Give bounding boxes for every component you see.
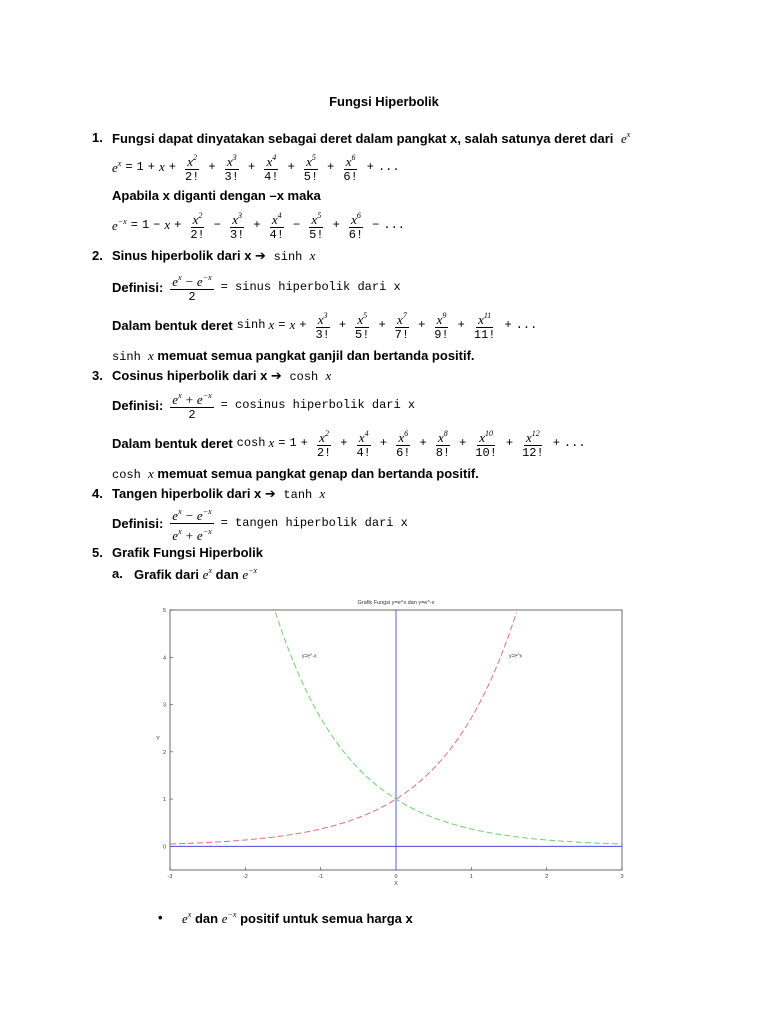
item-text-4-label: Tangen hiperbolik dari x ➔ bbox=[112, 486, 276, 501]
bullet-text: $e^x$ dan $e^{-x}$ positif untuk semua harga x bbox=[182, 910, 413, 926]
sinh-definition: Definisi: $\frac{e^x - e^{-x}}{2}$ = sinus hiperbolik dari x bbox=[112, 268, 401, 306]
sub-item-a-text: Grafik dari bbox=[134, 567, 200, 582]
item-number-1: 1. bbox=[92, 130, 103, 145]
item-number-2: 2. bbox=[92, 248, 103, 263]
sub-item-a-number: a. bbox=[112, 566, 123, 581]
cosh-note: cosh x memuat semua pangkat genap dan bertanda positif. bbox=[112, 466, 479, 482]
x-axis-label: X bbox=[394, 881, 398, 887]
item-text-1-label: Fungsi dapat dinyatakan sebagai deret dalam pangkat x, salah satunya deret dari bbox=[112, 131, 614, 146]
definisi-label: Definisi: bbox=[112, 279, 164, 295]
item-number-4: 4. bbox=[92, 486, 103, 501]
x-tick-label: 2 bbox=[545, 874, 549, 880]
x-tick-label: 0 bbox=[394, 874, 398, 880]
x-tick-label: -1 bbox=[318, 874, 324, 880]
item-text-2-label: Sinus hiperbolik dari x ➔ bbox=[112, 248, 266, 263]
y-axis-label: Y bbox=[156, 736, 160, 742]
item-text-1: Fungsi dapat dinyatakan sebagai deret dalam pangkat x, salah satunya deret dari $e^x$ bbox=[112, 130, 631, 146]
y-tick-label: 0 bbox=[162, 844, 166, 851]
deret-label: Dalam bentuk deret bbox=[112, 317, 233, 333]
definisi-label-3: Definisi: bbox=[112, 515, 164, 531]
item-text-5: Grafik Fungsi Hiperbolik bbox=[112, 545, 263, 560]
x-tick-label: -3 bbox=[167, 874, 173, 880]
tanh-definition: Definisi: $\frac{e^x - e^{-x}}{e^x + e^{-x}}$ = tangen hiperbolik dari x bbox=[112, 504, 408, 542]
item-text-3-label: Cosinus hiperbolik dari x ➔ bbox=[112, 368, 282, 383]
sinh-def-text: = sinus hiperbolik dari x bbox=[220, 280, 401, 294]
cosh-def-text: = cosinus hiperbolik dari x bbox=[220, 398, 416, 412]
item-number-5: 5. bbox=[92, 545, 103, 560]
cosh-series: Dalam bentuk deret cosh x = 1 + $\frac{x^2}{2!}$ + $\frac{x^4}{4!}$ + $\frac{x^6}{6!}$ + $\frac{x^8}{8!}$ + $\frac{x^{10}}{10!}$ + $\frac{x^{12}}{12!}$ + ... bbox=[112, 424, 586, 462]
chart-title: Grafik Fungsi y=e^x dan y=e^-x bbox=[357, 600, 435, 606]
sub-item-a: Grafik dari $e^x$ dan $e^{-x}$ bbox=[134, 566, 258, 582]
item1-replace-text: Apabila x diganti dengan –x maka bbox=[112, 188, 321, 203]
x-tick-label: -2 bbox=[242, 874, 248, 880]
item-text-3: Cosinus hiperbolik dari x ➔ cosh x bbox=[112, 368, 332, 384]
x-tick-label: 3 bbox=[620, 874, 624, 880]
annotation-1: y=e^x bbox=[509, 653, 523, 660]
sinh-note: sinh x memuat semua pangkat ganjil dan bertanda positif. bbox=[112, 348, 475, 364]
y-tick-label: 5 bbox=[162, 608, 166, 614]
series-e-minus-x: $e^{-x}$ = 1 − x + $\frac{x^2}{2!}$ − $\frac{x^3}{3!}$ + $\frac{x^4}{4!}$ − $\frac{x^5}{5!}$ + $\frac{x^6}{6!}$ − ... bbox=[112, 206, 405, 244]
exp-chart bbox=[150, 592, 640, 888]
x-tick-label: 1 bbox=[469, 874, 473, 880]
page-title: Fungsi Hiperbolik bbox=[329, 94, 439, 109]
y-tick-label: 4 bbox=[162, 655, 166, 662]
tanh-def-text: = tangen hiperbolik dari x bbox=[220, 516, 408, 530]
y-tick-label: 3 bbox=[162, 702, 166, 709]
sinh-series: Dalam bentuk deret sinh x = x + $\frac{x^3}{3!}$ + $\frac{x^5}{5!}$ + $\frac{x^7}{7!}$ + $\frac{x^9}{9!}$ + $\frac{x^{11}}{11!}$ + ... bbox=[112, 306, 537, 344]
item-text-4: Tangen hiperbolik dari x ➔ tanh x bbox=[112, 486, 326, 502]
cosh-definition: Definisi: $\frac{e^x + e^{-x}}{2}$ = cosinus hiperbolik dari x bbox=[112, 386, 415, 424]
series-ex: $e^x$ = 1 + x + $\frac{x^2}{2!}$ + $\frac{x^3}{3!}$ + $\frac{x^4}{4!}$ + $\frac{x^5}{5!}$ + $\frac{x^6}{6!}$ + ... bbox=[112, 148, 400, 186]
y-tick-label: 2 bbox=[162, 749, 166, 756]
bullet-icon: • bbox=[158, 910, 163, 925]
definisi-label-2: Definisi: bbox=[112, 397, 164, 413]
annotation-0: y=e^-x bbox=[301, 653, 317, 660]
deret-label-2: Dalam bentuk deret bbox=[112, 435, 233, 451]
item-number-3: 3. bbox=[92, 368, 103, 383]
item-text-2: Sinus hiperbolik dari x ➔ sinh x bbox=[112, 248, 316, 264]
y-tick-label: 1 bbox=[162, 797, 166, 804]
